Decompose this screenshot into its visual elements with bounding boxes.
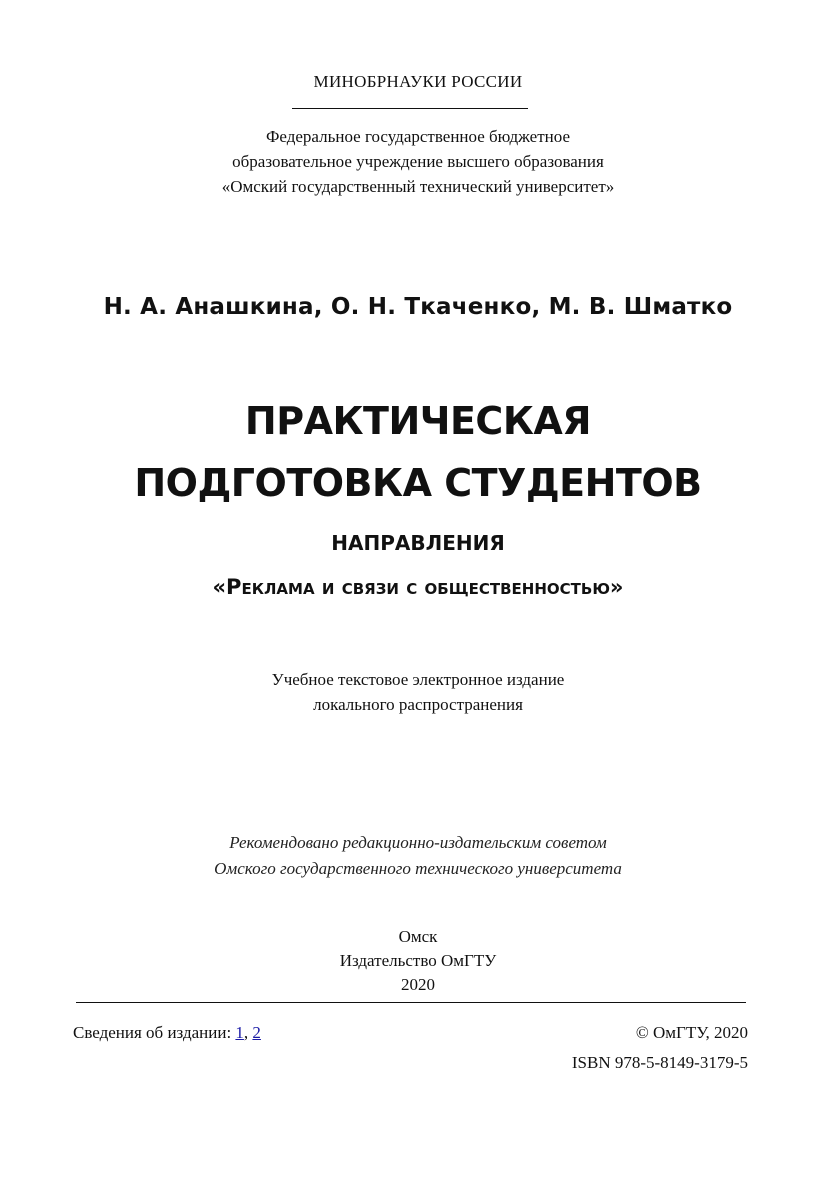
edition-info-link-2[interactable]: 2: [252, 1023, 261, 1042]
edition-info-link-1[interactable]: 1: [235, 1023, 244, 1042]
ministry-divider: [292, 108, 528, 109]
authors: Н. А. Анашкина, О. Н. Ткаченко, М. В. Шматко: [103, 294, 733, 320]
institution-line-2: образовательное учреждение высшего образования: [232, 152, 604, 171]
isbn: ISBN 978-5-8149-3179-5: [571, 1053, 748, 1072]
recommendation-line-1: Рекомендовано редакционно-издательским советом: [229, 833, 607, 852]
edition-info-label: Сведения об издании:: [73, 1023, 232, 1042]
institution-line-1: Федеральное государственное бюджетное: [265, 127, 571, 146]
imprint-publisher: Издательство ОмГТУ: [339, 951, 497, 970]
imprint-city: Омск: [398, 927, 438, 946]
edition-type-line-2: локального распространения: [313, 695, 523, 714]
copyright: © ОмГТУ, 2020: [635, 1023, 748, 1042]
book-subtitle: [0, 521, 836, 609]
title-line-1: ПРАКТИЧЕСКАЯ: [244, 399, 592, 443]
ministry-name: МИНОБРНАУКИ РОССИИ: [313, 72, 523, 91]
title-line-3: НАПРАВЛЕНИЯ: [331, 531, 505, 555]
recommendation: [0, 830, 836, 882]
institution-block: [0, 124, 836, 199]
edition-type-line-1: Учебное текстовое электронное издание: [271, 670, 565, 689]
book-title: [0, 390, 836, 514]
imprint: [0, 925, 836, 997]
specialty-name: «Реклама и связи с общественностью»: [212, 575, 624, 599]
recommendation-line-2: Омского государственного технического университета: [214, 859, 622, 878]
edition-info: [73, 1023, 261, 1043]
institution-line-3: «Омский государственный технический университет»: [221, 177, 615, 196]
title-line-2: ПОДГОТОВКА СТУДЕНТОВ: [134, 461, 702, 505]
edition-type: [0, 667, 836, 717]
edition-info-separator: ,: [243, 1023, 249, 1042]
footer-divider: [76, 1002, 746, 1003]
imprint-year: 2020: [401, 975, 435, 994]
